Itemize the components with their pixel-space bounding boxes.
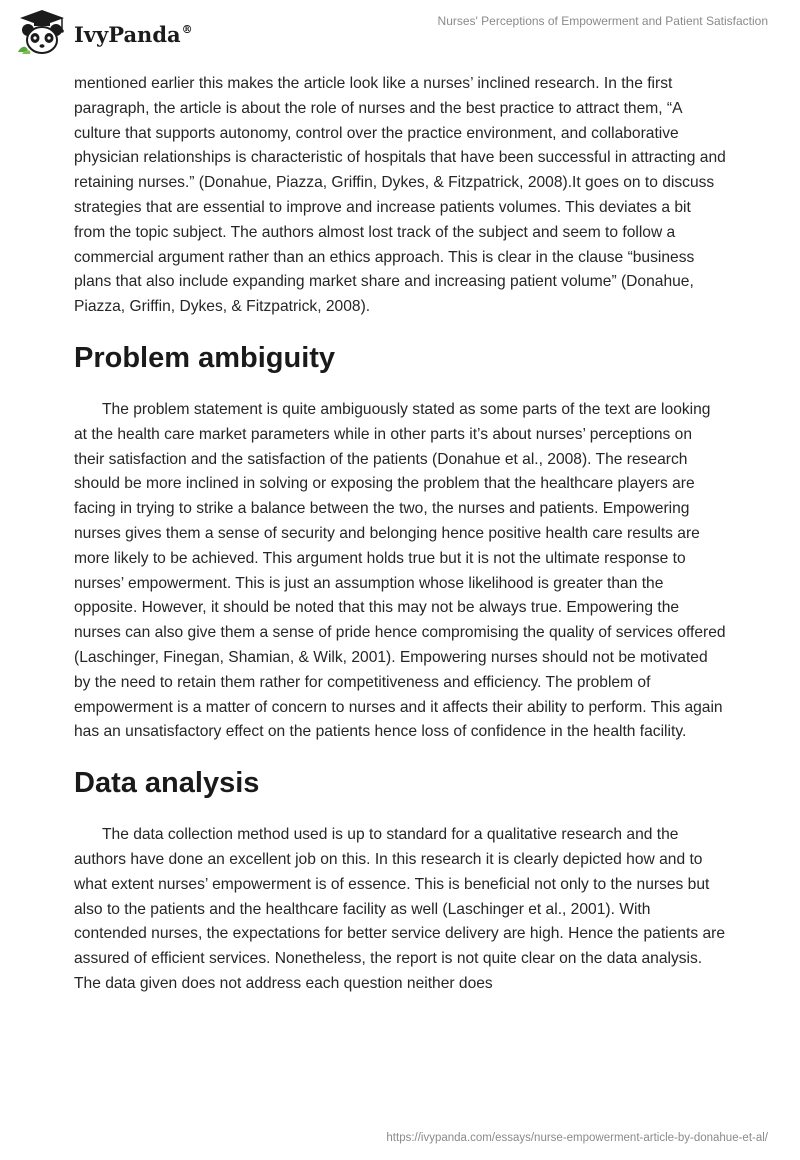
document-title: Nurses' Perceptions of Empowerment and Patient Satisfaction: [437, 14, 768, 28]
panda-graduate-icon: [14, 8, 70, 56]
problem-ambiguity-paragraph: The problem statement is quite ambiguously stated as some parts of the text are looking at the health care market parameters while in other parts it’s about nurses’ perceptions on their satisfaction and the satisfaction of the patients (Donahue et al., 2008). The research should be more inclined in solving or exposing the problem that the healthcare players are facing in trying to strike a balance between the two, the nurses and patients. Empowering nurses gives them a sense of security and belonging hence positive health care results are more likely to be achieved. This argument holds true but it is not the ultimate response to nurses’ empowerment. This is just an assumption whose likelihood is greater than the opposite. However, it should be noted that this may not be always true. Empowering the nurses can also give them a sense of pride hence compromising the quality of services offered (Laschinger, Finegan, Shamian, & Wilk, 2001). Empowering nurses should not be motivated by the need to retain them rather for competitiveness and efficiency. The problem of empowerment is a matter of concern to nurses and it affects their ability to perform. This again has an unsatisfactory effect on the patients hence loss of confidence in the health facility.: [74, 400, 726, 741]
source-url-link[interactable]: https://ivypanda.com/essays/nurse-empowerment-article-by-donahue-et-al/: [386, 1132, 768, 1144]
section-heading-problem-ambiguity: Problem ambiguity: [74, 341, 336, 374]
data-analysis-paragraph: The data collection method used is up to standard for a qualitative research and the authors have done an excellent job on this. In this research it is clearly depicted how and to what extent nurses’ empowerment is of essence. This is beneficial not only to the nurses but also to the patients and the healthcare facility as well (Laschinger et al., 2001). With contended nurses, the expectations for better service delivery are high. Hence the patients are assured of efficient services. Nonetheless, the report is not quite clear on the data analysis. The data given does not address each question neither does: [74, 826, 725, 992]
intro-paragraph: mentioned earlier this makes the article look like a nurses’ inclined research. In the first paragraph, the article is about the role of nurses and the best practice to attract them, “A culture that supports autonomy, control over the practice environment, and collaborative physician relationships is characteristic of hospitals that have been successful in attracting and retaining nurses.” (Donahue, Piazza, Griffin, Dykes, & Fitzpatrick, 2008).It goes on to discuss strategies that are essential to improve and increase patients volumes. This deviates a bit from the topic subject. The authors almost lost track of the subject and seem to follow a commercial argument rather than an ethics approach. This is clear in the clause “business plans that also include expanding market share and increasing patient volume” (Donahue, Piazza, Griffin, Dykes, & Fitzpatrick, 2008).: [74, 75, 726, 316]
article-content: [74, 72, 726, 997]
ivypanda-logo[interactable]: [14, 8, 193, 56]
section-heading-data-analysis: Data analysis: [74, 767, 260, 800]
brand-name: IvyPanda®: [74, 21, 193, 47]
page-header: [0, 0, 800, 60]
